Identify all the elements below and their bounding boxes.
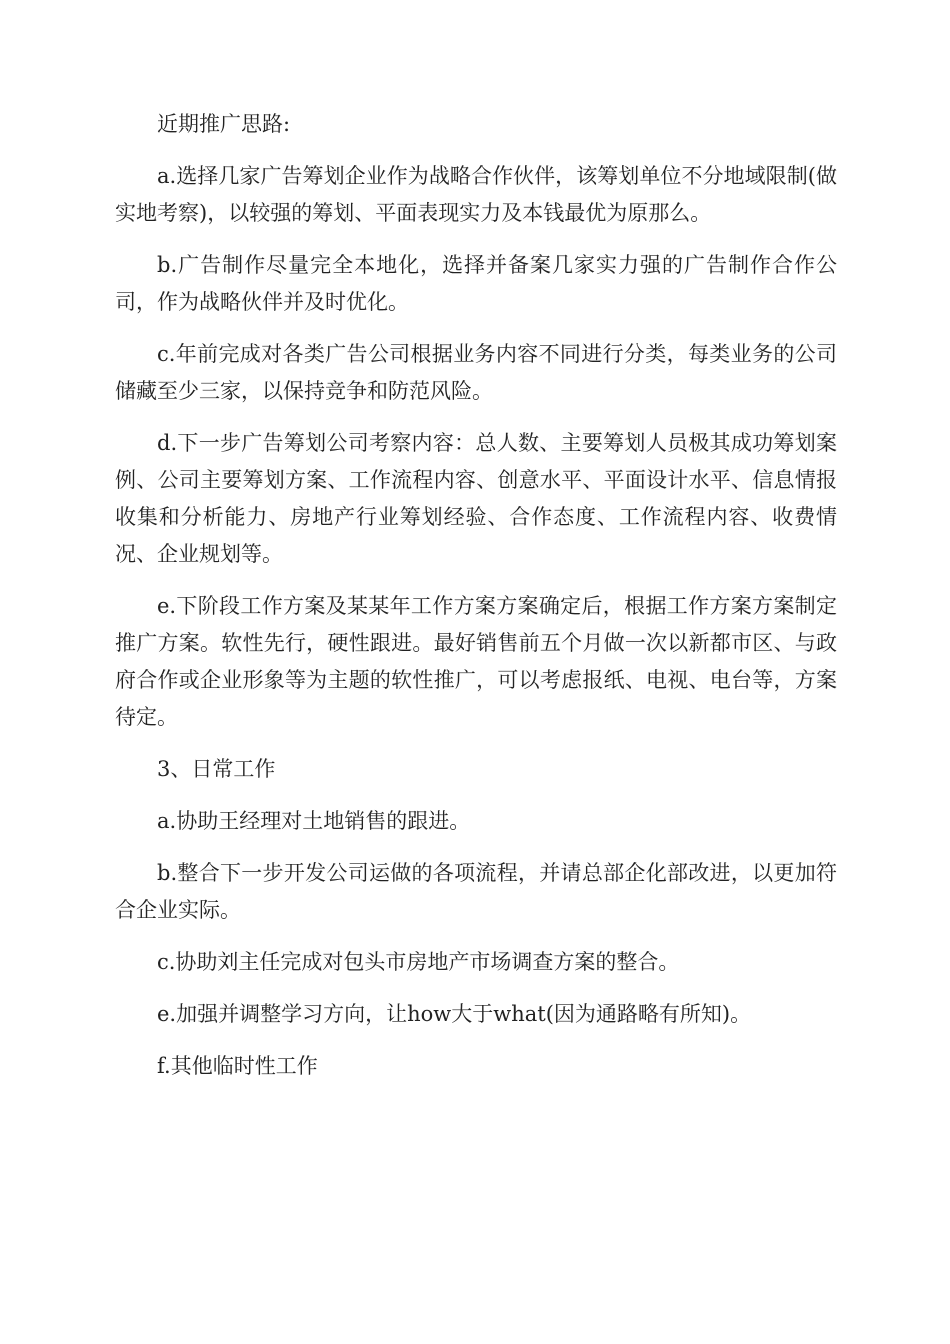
document-body <box>115 106 837 1100</box>
paragraph-daily-a: a.协助王经理对土地销售的跟进。 <box>157 809 471 833</box>
paragraph-daily-b: b.整合下一步开发公司运做的各项流程，并请总部企化部改进，以更加符合企业实际。 <box>115 861 837 922</box>
section-heading-daily-work: 3、日常工作 <box>157 757 276 781</box>
paragraph-daily-f: f.其他临时性工作 <box>157 1054 318 1078</box>
paragraph-item-d: d.下一步广告筹划公司考察内容：总人数、主要筹划人员极其成功筹划案例、公司主要筹划方案、工作流程内容、创意水平、平面设计水平、信息情报收集和分析能力、房地产行业筹划经验、合作态度、工作流程内容、收费情况、企业规划等。 <box>115 431 837 566</box>
paragraph-item-a: a.选择几家广告筹划企业作为战略合作伙伴，该筹划单位不分地域限制(做实地考察)，以较强的筹划、平面表现实力及本钱最优为原那么。 <box>115 164 837 225</box>
paragraph-daily-c: c.协助刘主任完成对包头市房地产市场调查方案的整合。 <box>157 950 680 974</box>
paragraph-item-b: b.广告制作尽量完全本地化，选择并备案几家实力强的广告制作合作公司，作为战略伙伴并及时优化。 <box>115 253 837 314</box>
paragraph-item-e: e.下阶段工作方案及某某年工作方案方案确定后，根据工作方案方案制定推广方案。软性先行，硬性跟进。最好销售前五个月做一次以新都市区、与政府合作或企业形象等为主题的软性推广，可以考虑报纸、电视、电台等，方案待定。 <box>115 594 837 729</box>
section-heading-promotion: 近期推广思路: <box>157 112 291 136</box>
paragraph-item-c: c.年前完成对各类广告公司根据业务内容不同进行分类，每类业务的公司储藏至少三家，以保持竞争和防范风险。 <box>115 342 837 403</box>
paragraph-daily-e: e.加强并调整学习方向，让how大于what(因为通路略有所知)。 <box>157 1002 752 1026</box>
